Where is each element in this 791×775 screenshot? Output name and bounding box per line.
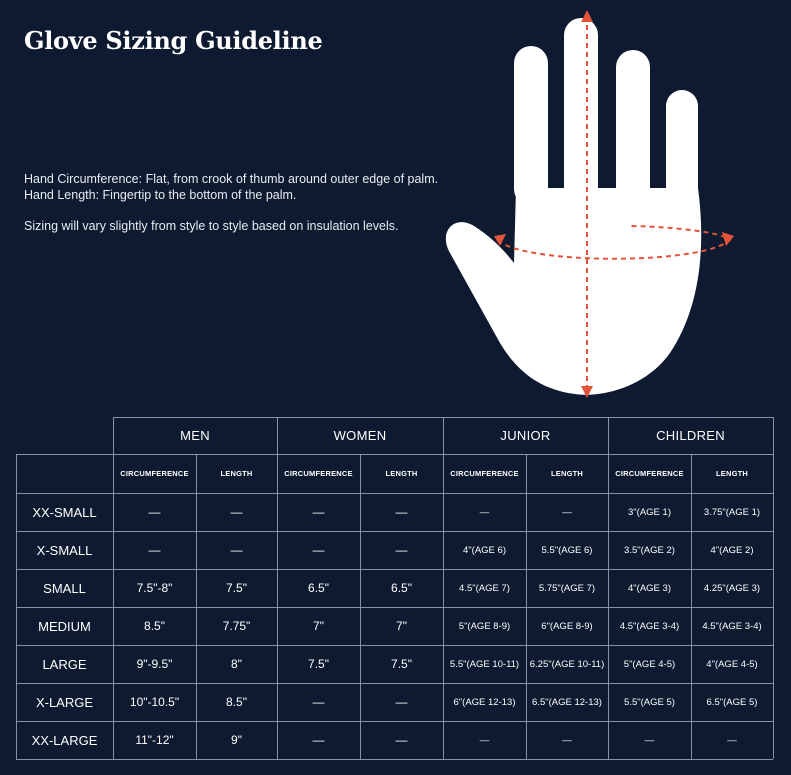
table-cell: 4"(AGE 3) xyxy=(628,582,671,594)
column-header: CIRCUMFERENCE xyxy=(284,469,353,478)
length-note: Hand Length: Fingertip to the bottom of the palm. xyxy=(24,188,297,202)
size-label: LARGE xyxy=(42,656,87,672)
column-header: CIRCUMFERENCE xyxy=(615,469,684,478)
grid-line xyxy=(773,417,774,759)
group-header: WOMEN xyxy=(333,428,387,443)
grid-line xyxy=(16,721,773,722)
table-cell: — xyxy=(312,505,325,519)
table-cell: 8.5" xyxy=(226,695,247,709)
table-cell: 6"(AGE 8-9) xyxy=(541,620,593,632)
length-arrow-top xyxy=(581,10,593,22)
table-cell: 4.5"(AGE 7) xyxy=(459,582,510,594)
table-cell: 6.25"(AGE 10-11) xyxy=(529,658,605,670)
size-label: X-LARGE xyxy=(35,694,94,710)
table-cell: 5.5"(AGE 5) xyxy=(624,696,675,708)
table-cell: 4"(AGE 2) xyxy=(710,544,754,556)
table-cell: 6.5" xyxy=(308,581,329,595)
table-cell: — xyxy=(727,734,737,746)
grid-line xyxy=(443,417,444,759)
table-cell: 4.25"(AGE 3) xyxy=(703,582,761,594)
table-cell: 8.5" xyxy=(144,619,165,633)
table-cell: 5"(AGE 4-5) xyxy=(623,658,676,670)
grid-line xyxy=(16,759,773,760)
table-cell: 5.75"(AGE 7) xyxy=(538,582,596,594)
table-cell: 10"-10.5" xyxy=(129,695,180,709)
column-header: CIRCUMFERENCE xyxy=(450,469,519,478)
table-cell: 7" xyxy=(396,619,407,633)
table-cell: — xyxy=(479,506,490,518)
table-cell: — xyxy=(312,543,325,557)
page-title: Glove Sizing Guideline xyxy=(24,26,323,55)
table-cell: — xyxy=(230,505,243,519)
table-cell: — xyxy=(395,543,408,557)
table-cell: — xyxy=(562,506,572,518)
table-cell: — xyxy=(312,733,325,747)
table-cell: 4.5"(AGE 3-4) xyxy=(619,620,680,632)
table-cell: 5"(AGE 8-9) xyxy=(458,620,511,632)
size-label: MEDIUM xyxy=(38,618,91,634)
table-cell: — xyxy=(148,505,161,519)
grid-line xyxy=(16,683,773,684)
grid-line xyxy=(608,417,609,759)
table-cell: — xyxy=(644,734,655,746)
group-header: MEN xyxy=(180,428,210,443)
table-cell: 4.5"(AGE 3-4) xyxy=(702,620,762,632)
table-cell: — xyxy=(312,695,325,709)
grid-line xyxy=(16,645,773,646)
group-header: JUNIOR xyxy=(500,428,551,443)
table-cell: — xyxy=(395,695,408,709)
size-label: X-SMALL xyxy=(36,542,93,558)
column-header: LENGTH xyxy=(550,469,584,478)
table-cell: 7.5" xyxy=(226,581,247,595)
table-cell: — xyxy=(230,543,243,557)
hand-diagram xyxy=(430,8,750,400)
size-label: XX-LARGE xyxy=(31,732,98,748)
table-cell: — xyxy=(562,734,572,746)
table-cell: 11"-12" xyxy=(135,733,174,747)
table-cell: 7.75" xyxy=(222,619,251,633)
size-label: XX-SMALL xyxy=(32,504,97,520)
table-cell: — xyxy=(479,734,490,746)
table-cell: 7.5" xyxy=(308,657,329,671)
grid-line xyxy=(16,569,773,570)
circumference-note: Hand Circumference: Flat, from crook of thumb around outer edge of palm. xyxy=(24,172,439,186)
table-cell: 6.5"(AGE 5) xyxy=(706,696,758,708)
grid-line xyxy=(691,454,692,759)
table-cell: 6"(AGE 12-13) xyxy=(453,696,516,708)
grid-line xyxy=(16,607,773,608)
table-cell: — xyxy=(395,505,408,519)
table-cell: 7.5"-8" xyxy=(136,581,173,595)
table-cell: 9"-9.5" xyxy=(136,657,173,671)
table-cell: 5.5"(AGE 10-11) xyxy=(449,658,520,670)
column-header: CIRCUMFERENCE xyxy=(120,469,189,478)
group-header: CHILDREN xyxy=(656,428,725,443)
table-cell: 3"(AGE 1) xyxy=(628,506,671,518)
grid-line xyxy=(16,454,773,455)
column-header: LENGTH xyxy=(220,469,253,478)
table-cell: — xyxy=(395,733,408,747)
grid-line xyxy=(113,417,114,759)
column-header: LENGTH xyxy=(715,469,749,478)
table-cell: — xyxy=(148,543,161,557)
table-cell: 9" xyxy=(231,733,242,747)
circumference-arrow-right xyxy=(722,232,734,246)
grid-line xyxy=(196,454,197,759)
table-cell: 3.75"(AGE 1) xyxy=(703,506,761,518)
grid-line xyxy=(16,454,17,759)
column-header: LENGTH xyxy=(385,469,418,478)
grid-line xyxy=(16,493,773,494)
table-cell: 6.5" xyxy=(391,581,412,595)
table-cell: 7.5" xyxy=(391,657,412,671)
table-cell: 5.5"(AGE 6) xyxy=(541,544,593,556)
description xyxy=(24,171,484,234)
grid-line xyxy=(277,417,278,759)
size-label: SMALL xyxy=(43,580,86,596)
table-cell: 6.5"(AGE 12-13) xyxy=(532,696,602,708)
table-cell: 3.5"(AGE 2) xyxy=(624,544,675,556)
table-cell: 8" xyxy=(231,657,242,671)
sizing-note: Sizing will vary slightly from style to style based on insulation levels. xyxy=(24,219,399,233)
table-cell: 4"(AGE 6) xyxy=(463,544,506,556)
grid-line xyxy=(360,454,361,759)
table-cell: 4"(AGE 4-5) xyxy=(706,658,758,670)
grid-line xyxy=(526,454,527,759)
table-cell: 7" xyxy=(313,619,324,633)
grid-line xyxy=(16,531,773,532)
